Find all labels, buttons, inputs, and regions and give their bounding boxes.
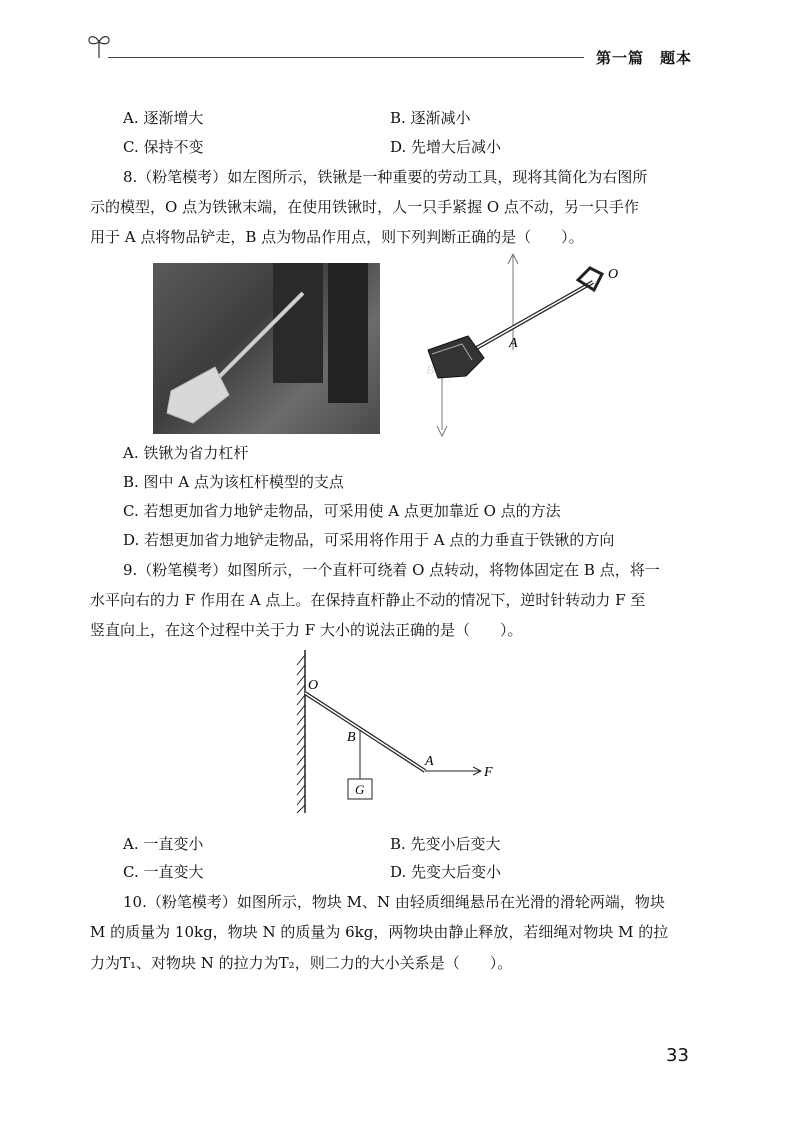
q7-option-d: D. 先增大后减小	[390, 138, 502, 156]
q9-option-a: A. 一直变小	[123, 835, 204, 853]
q7-option-c: C. 保持不变	[123, 138, 204, 156]
q7-option-a: A. 逐渐增大	[123, 109, 204, 127]
q9-option-c: C. 一直变大	[123, 863, 204, 881]
label-b: B	[347, 730, 356, 745]
lever-diagram	[285, 645, 505, 820]
page-number: 33	[666, 1045, 689, 1066]
label-f: F	[484, 765, 493, 780]
shovel-photo	[153, 263, 380, 434]
q9-stem-line-1: 9.（粉笔模考）如图所示，一个直杆可绕着 O 点转动，将物体固定在 B 点，将一	[123, 561, 660, 579]
label-g: G	[355, 782, 365, 797]
shovel-diagram	[418, 250, 628, 438]
q9-stem-line-2: 水平向右的力 F 作用在 A 点上。在保持直杆静止不动的情况下，逆时针转动力 F 至	[90, 591, 646, 609]
q8-option-b: B. 图中 A 点为该杠杆模型的支点	[123, 473, 344, 491]
label-a: A	[509, 336, 518, 351]
q9-option-d: D. 先变大后变小	[390, 863, 502, 881]
label-o: O	[308, 678, 319, 693]
q9-stem-line-3: 竖直向上，在这个过程中关于力 F 大小的说法正确的是（ ）。	[90, 621, 523, 639]
q10-stem-line-2: M 的质量为 10kg，物块 N 的质量为 6kg，两物块由静止释放，若细绳对物块 M 的拉	[90, 923, 669, 941]
label-o: O	[608, 267, 619, 282]
label-b: B	[426, 362, 434, 377]
header-rule	[108, 57, 584, 58]
q9-option-b: B. 先变小后变大	[390, 835, 501, 853]
q8-stem-line-3: 用于 A 点将物品铲走，B 点为物品作用点，则下列判断正确的是（ ）。	[90, 228, 584, 246]
q10-stem-line-3: 力为T₁、对物块 N 的拉力为T₂，则二力的大小关系是（ ）。	[90, 954, 513, 972]
section-title: 第一篇 题本	[596, 49, 693, 67]
sprout-logo	[86, 30, 112, 60]
q8-stem-line-1: 8.（粉笔模考）如左图所示，铁锹是一种重要的劳动工具，现将其简化为右图所	[123, 168, 648, 186]
q10-stem-line-1: 10.（粉笔模考）如图所示，物块 M、N 由轻质细绳悬吊在光滑的滑轮两端，物块	[123, 893, 665, 911]
q8-option-c: C. 若想更加省力地铲走物品，可采用使 A 点更加靠近 O 点的方法	[123, 502, 561, 520]
q8-stem-line-2: 示的模型，O 点为铁锹末端，在使用铁锹时，人一只手紧握 O 点不动，另一只手作	[90, 198, 639, 216]
q7-option-b: B. 逐渐减小	[390, 109, 471, 127]
label-a: A	[425, 754, 434, 769]
q8-option-d: D. 若想更加省力地铲走物品，可采用将作用于 A 点的力垂直于铁锹的方向	[123, 531, 615, 549]
q8-option-a: A. 铁锹为省力杠杆	[123, 444, 249, 462]
